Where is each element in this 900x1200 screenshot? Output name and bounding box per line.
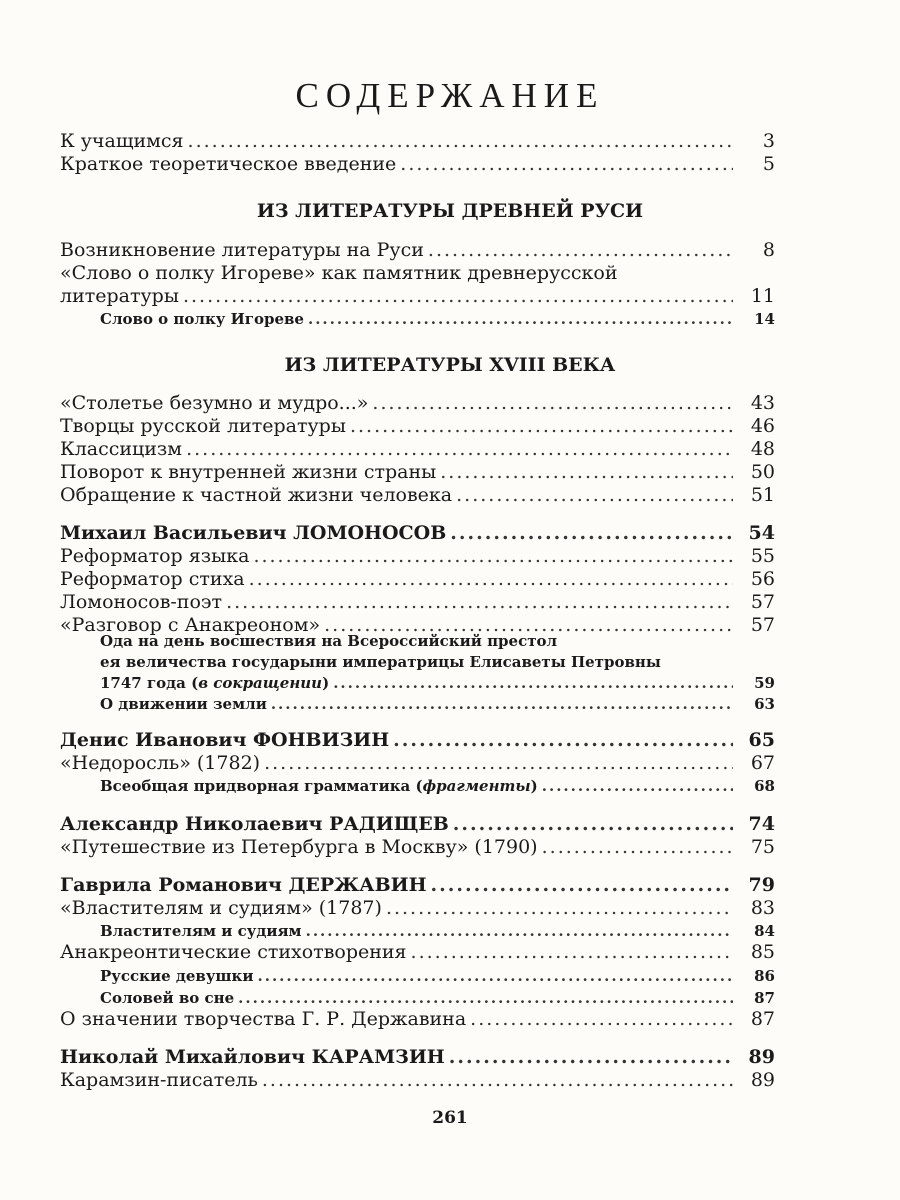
- toc-subentry-line[interactable]: ея величества государыни императрицы Елисаветы Петровны: [100, 653, 661, 671]
- toc-entry[interactable]: Творцы русской литературы ..... 46: [60, 415, 775, 437]
- toc-entry[interactable]: «Разговор с Анакреоном» ..... 57: [60, 614, 775, 636]
- toc-subentry[interactable]: Соловей во сне ..... 87: [100, 987, 775, 1009]
- toc-entry[interactable]: Классицизм ..... 48: [60, 438, 775, 460]
- toc-author[interactable]: Гаврила Романович ДЕРЖАВИН ..... 79: [60, 874, 775, 896]
- section-heading: ИЗ ЛИТЕРАТУРЫ ДРЕВНЕЙ РУСИ: [256, 200, 644, 222]
- toc-entry[interactable]: «Путешествие из Петербурга в Москву» (1790) ..... 75: [60, 836, 775, 858]
- toc-entry[interactable]: Обращение к частной жизни человека ..... 51: [60, 484, 775, 506]
- page-number: 261: [432, 1108, 468, 1128]
- toc-entry[interactable]: Реформатор стиха ..... 56: [60, 568, 775, 590]
- toc-entry[interactable]: «Властителям и судиям» (1787) ..... 83: [60, 897, 775, 919]
- toc-subentry[interactable]: Всеобщая придворная грамматика (фрагменты) ..... 68: [100, 775, 775, 797]
- toc-subentry[interactable]: 1747 года (в сокращении) ..... 59: [100, 672, 775, 694]
- toc-entry[interactable]: Ломоносов-поэт ..... 57: [60, 591, 775, 613]
- section-heading: ИЗ ЛИТЕРАТУРЫ XVIII ВЕКА: [284, 354, 616, 376]
- toc-author[interactable]: Николай Михайлович КАРАМЗИН ..... 89: [60, 1046, 775, 1068]
- toc-subentry[interactable]: О движении земли ..... 63: [100, 693, 775, 715]
- toc-entry[interactable]: Карамзин-писатель ..... 89: [60, 1069, 775, 1091]
- toc-entry[interactable]: К учащимся ..... 3: [60, 130, 775, 152]
- toc-entry[interactable]: О значении творчества Г. Р. Державина ..... 87: [60, 1008, 775, 1030]
- toc-subentry-line[interactable]: Ода на день восшествия на Всероссийский престол: [100, 632, 558, 650]
- toc-entry[interactable]: Краткое теоретическое введение ..... 5: [60, 153, 775, 175]
- toc-entry[interactable]: Реформатор языка ..... 55: [60, 545, 775, 567]
- toc-entry[interactable]: Поворот к внутренней жизни страны ..... 50: [60, 461, 775, 483]
- toc-subentry[interactable]: Властителям и судиям ..... 84: [100, 920, 775, 942]
- toc-entry[interactable]: Возникновение литературы на Руси ..... 8: [60, 239, 775, 261]
- toc-author[interactable]: Денис Иванович ФОНВИЗИН ..... 65: [60, 729, 775, 751]
- toc-author[interactable]: Александр Николаевич РАДИЩЕВ ..... 74: [60, 813, 775, 835]
- toc-entry[interactable]: «Столетье безумно и мудро...» ..... 43: [60, 392, 775, 414]
- toc-entry-line[interactable]: «Слово о полку Игореве» как памятник древнерусской: [60, 262, 618, 284]
- toc-entry[interactable]: Анакреонтические стихотворения ..... 85: [60, 941, 775, 963]
- toc-subentry[interactable]: Слово о полку Игореве ..... 14: [100, 308, 775, 330]
- page-title: СОДЕРЖАНИЕ: [295, 76, 605, 115]
- toc-entry[interactable]: литературы ..... 11: [60, 285, 775, 307]
- toc-author[interactable]: Михаил Васильевич ЛОМОНОСОВ ..... 54: [60, 522, 775, 544]
- toc-subentry[interactable]: Русские девушки ..... 86: [100, 965, 775, 987]
- toc-entry[interactable]: «Недоросль» (1782) ..... 67: [60, 752, 775, 774]
